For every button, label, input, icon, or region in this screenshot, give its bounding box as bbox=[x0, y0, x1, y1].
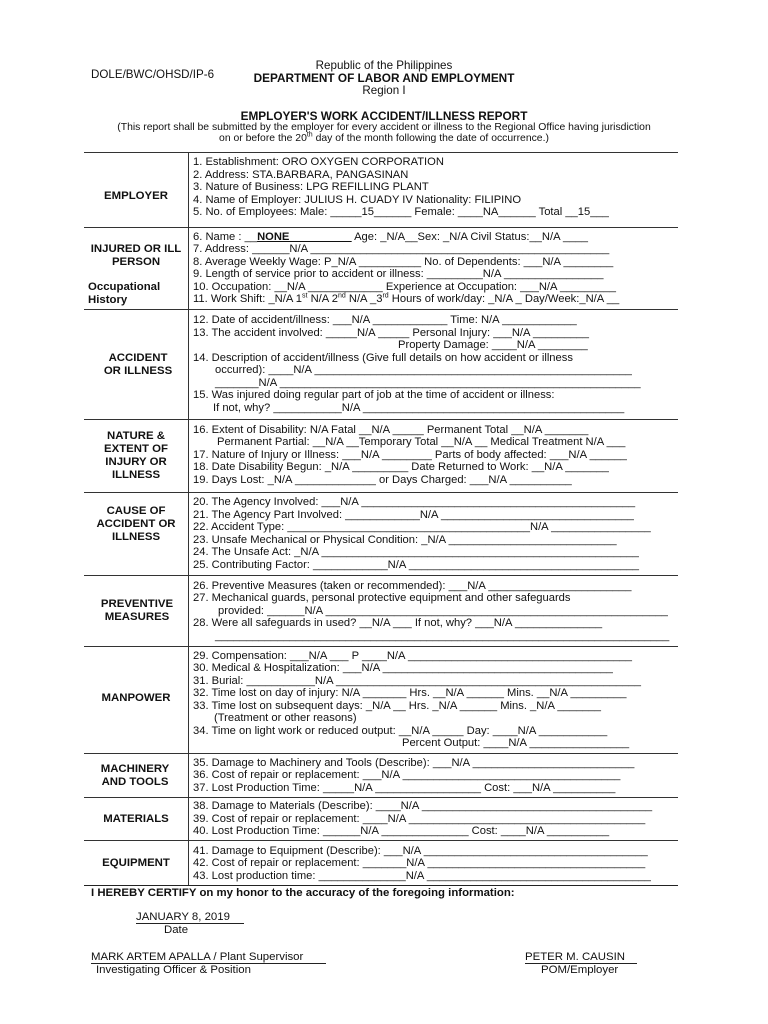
field-compensation: 29. Compensation: ___N/A ___ P ____N/A ____________________________________ bbox=[193, 650, 632, 662]
field-cost-repair-machinery: 36. Cost of repair or replacement: ___N/A ___________________________________ bbox=[193, 769, 621, 781]
field-cost-repair-materials: 39. Cost of repair or replacement: ____N/A ______________________________________ bbox=[193, 813, 646, 825]
field-accident-type: 22. Accident Type: _______________________________________N/A ________________ bbox=[193, 521, 651, 533]
field-damage-equipment: 41. Damage to Equipment (Describe): ___N/A ____________________________________ bbox=[193, 845, 648, 857]
divider bbox=[84, 646, 678, 647]
field-person-address: 7. Address: ______N/A ________________________________________________ bbox=[193, 243, 610, 255]
field-regular-part: 15. Was injured doing regular part of job at the time of accident or illness: bbox=[193, 389, 555, 401]
field-preventive-measures: 26. Preventive Measures (taken or recommended): ___N/A _______________________ bbox=[193, 580, 632, 592]
field-date-of-accident: 12. Date of accident/illness: ___N/A ____________ Time: N/A ____________ bbox=[193, 314, 577, 326]
field-time-lost-day: 32. Time lost on day of injury: N/A _______ Hrs. __N/A ______ Mins. __N/A _________ bbox=[193, 687, 627, 699]
column-divider bbox=[188, 152, 189, 885]
certify-statement: I HEREBY CERTIFY on my honor to the accuracy of the foregoing information: bbox=[91, 887, 515, 899]
date-value: JANUARY 8, 2019 bbox=[136, 911, 230, 923]
section-materials: MATERIALS bbox=[103, 813, 169, 825]
field-burial: 31. Burial: ___________N/A _________________________________________________ bbox=[193, 675, 641, 687]
divider bbox=[84, 492, 678, 493]
field-unsafe-condition: 23. Unsafe Mechanical or Physical Condition: _N/A ___________________________ bbox=[193, 534, 617, 546]
form-bottom-border bbox=[84, 885, 678, 886]
field-occupation: 10. Occupation: __N/A ____________ Experience at Occupation: ___N/A _________ bbox=[193, 281, 616, 293]
field-contributing-factor: 25. Contributing Factor: ____________N/A _____________________________________ bbox=[193, 559, 640, 571]
form-code: DOLE/BWC/OHSD/IP-6 bbox=[91, 68, 215, 81]
section-occupational-history: Occupational History bbox=[88, 281, 161, 306]
field-agency-involved: 20. The Agency Involved: ___N/A ____________________________________________ bbox=[193, 496, 636, 508]
field-cost-repair-equipment: 42. Cost of repair or replacement: _______N/A ___________________________________ bbox=[193, 857, 646, 869]
section-preventive: PREVENTIVE MEASURES bbox=[100, 598, 174, 623]
field-lost-production-materials: 40. Lost Production Time: ______N/A ______________ Cost: ____N/A __________ bbox=[193, 825, 610, 837]
field-agency-part: 21. The Agency Part Involved: ____________N/A _______________________________ bbox=[193, 509, 634, 521]
field-permanent-partial: Permanent Partial: __N/A __Temporary Total __N/A __ Medical Treatment N/A ___ bbox=[217, 436, 626, 448]
field-safeguards-cont: _________________________________________________________________________ bbox=[215, 630, 670, 642]
section-equipment: EQUIPMENT bbox=[102, 857, 170, 869]
field-nature-of-business: 3. Nature of Business: LPG REFILLING PLANT bbox=[193, 181, 429, 193]
date-underline bbox=[136, 923, 244, 924]
field-safeguards-used: 28. Were all safeguards in used? __N/A ___ If not, why? ___N/A ______________ bbox=[193, 617, 603, 629]
instruction-line-2: on or before the 20th day of the month following the date of occurrence.) bbox=[219, 131, 549, 144]
divider bbox=[84, 797, 678, 798]
field-description: 14. Description of accident/illness (Give full details on how accident or illness bbox=[193, 352, 573, 364]
field-description-cont: _______N/A __________________________________________________________ bbox=[215, 377, 641, 389]
field-light-work: 34. Time on light work or reduced output: __N/A _____ Day: ____N/A ___________ bbox=[193, 725, 608, 737]
section-machinery: MACHINERY AND TOOLS bbox=[100, 763, 170, 788]
field-date-disability-begun: 18. Date Disability Begun: _N/A _________ Date Returned to Work: __N/A _______ bbox=[193, 461, 609, 473]
instruction-line-1: (This report shall be submitted by the employer for every accident or illness to the Regional Office having jurisdiction bbox=[117, 122, 651, 133]
field-no-of-employees: 5. No. of Employees: Male: _____15______ Female: ____NA______ Total __15___ bbox=[193, 206, 609, 218]
divider bbox=[84, 227, 678, 228]
investigating-officer-name: MARK ARTEM APALLA / Plant Supervisor bbox=[91, 951, 304, 963]
field-description-occurred: occurred): ____N/A ___________________________________________________ bbox=[215, 364, 632, 376]
investigating-officer-label: Investigating Officer & Position bbox=[96, 964, 251, 976]
section-cause: CAUSE OF ACCIDENT OR ILLNESS bbox=[96, 505, 176, 543]
field-length-of-service: 9. Length of service prior to accident or illness: _________N/A ________________ bbox=[193, 268, 604, 280]
region-heading: Region I bbox=[362, 84, 406, 97]
field-work-shift: 11. Work Shift: _N/A 1st N/A 2nd N/A _3rd Hours of work/day: _N/A _ Day/Week:_N/A __ bbox=[193, 292, 620, 305]
field-time-lost-subsequent: 33. Time lost on subsequent days: _N/A __ Hrs. _N/A ______ Mins. _N/A _______ bbox=[193, 700, 601, 712]
field-name: 6. Name : __NONE__________ Age: _N/A__Sex: _N/A Civil Status:__N/A ____ bbox=[193, 231, 588, 243]
divider bbox=[84, 753, 678, 754]
divider bbox=[84, 419, 678, 420]
field-damage-materials: 38. Damage to Materials (Describe): ____N/A _____________________________________ bbox=[193, 800, 653, 812]
field-extent-of-disability: 16. Extent of Disability: N/A Fatal __N/A _____ Permanent Total __N/A _______ bbox=[193, 424, 589, 436]
divider bbox=[84, 840, 678, 841]
republic-heading: Republic of the Philippines bbox=[315, 59, 453, 72]
field-mechanical-guards: 27. Mechanical guards, personal protective equipment and other safeguards bbox=[193, 592, 571, 604]
field-treatment: (Treatment or other reasons) bbox=[214, 712, 357, 724]
field-accident-involved: 13. The accident involved: _____N/A _____ Personal Injury: ___N/A _________ bbox=[193, 327, 589, 339]
field-unsafe-act: 24. The Unsafe Act: _N/A ___________________________________________________ bbox=[193, 546, 639, 558]
divider bbox=[84, 152, 678, 153]
employer-name: PETER M. CAUSIN bbox=[525, 951, 625, 963]
field-if-not-why: If not, why? ___________N/A __________________________________________ bbox=[213, 402, 625, 414]
field-nature-of-injury: 17. Nature of Injury or Illness: ___N/A ________ Parts of body affected: ___N/A ______ bbox=[193, 449, 627, 461]
section-employer: EMPLOYER bbox=[104, 190, 168, 202]
field-percent-output: Percent Output: ____N/A ________________ bbox=[402, 737, 630, 749]
employer-label: POM/Employer bbox=[541, 964, 619, 976]
field-name-of-employer: 4. Name of Employer: JULIUS H. CUADY IV Nationality: FILIPINO bbox=[193, 194, 522, 206]
field-property-damage: Property Damage: ____N/A ________ bbox=[398, 339, 588, 351]
divider bbox=[84, 575, 678, 576]
field-weekly-wage: 8. Average Weekly Wage: P_N/A __________ No. of Dependents: ___N/A ________ bbox=[193, 256, 614, 268]
section-accident: ACCIDENT OR ILLNESS bbox=[103, 352, 173, 377]
section-nature-extent: NATURE & EXTENT OF INJURY OR ILLNESS bbox=[104, 430, 168, 481]
field-medical: 30. Medical & Hospitalization: ___N/A _____________________________________ bbox=[193, 662, 613, 674]
field-days-lost: 19. Days Lost: _N/A _____________ or Days Charged: ___N/A __________ bbox=[193, 474, 572, 486]
department-heading: DEPARTMENT OF LABOR AND EMPLOYMENT bbox=[253, 71, 515, 85]
section-injured-person: INJURED OR ILL PERSON bbox=[90, 243, 182, 268]
field-provided: provided: ______N/A _______________________________________________________ bbox=[218, 605, 668, 617]
section-manpower: MANPOWER bbox=[101, 692, 171, 704]
field-establishment: 1. Establishment: ORO OXYGEN CORPORATION bbox=[193, 156, 444, 168]
field-address: 2. Address: STA.BARBARA, PANGASINAN bbox=[193, 169, 409, 181]
field-damage-machinery: 35. Damage to Machinery and Tools (Describe): ___N/A __________________________ bbox=[193, 757, 635, 769]
divider bbox=[84, 309, 678, 310]
field-lost-production-equipment: 43. Lost production time: ______________N/A ____________________________________ bbox=[193, 870, 651, 882]
field-lost-production-machinery: 37. Lost Production Time: _____N/A _________________ Cost: ___N/A __________ bbox=[193, 782, 616, 794]
report-title: EMPLOYER'S WORK ACCIDENT/ILLNESS REPORT bbox=[240, 109, 528, 123]
date-label: Date bbox=[164, 924, 189, 936]
